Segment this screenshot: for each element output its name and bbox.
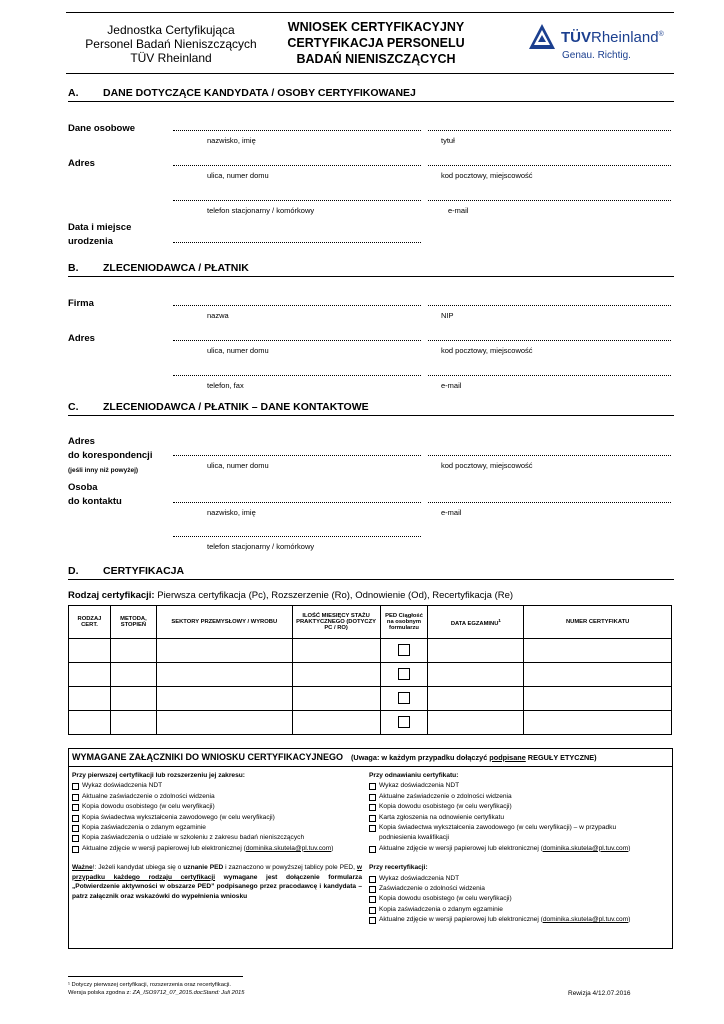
issuer-line-1: Jednostka Certyfikująca [107, 23, 235, 37]
footnote: ¹ Dotyczy pierwszej certyfikacji, rozszerzenia oraz recertyfikacji. Wersja polska zgodna z: ZA_ISO9712_07_2015.docStand: Juli 2015 [68, 982, 245, 996]
title-sublabel: tytuł [441, 136, 455, 145]
payer-email-sublabel: e-mail [441, 381, 462, 390]
col-exam-date: DATA EGZAMINU$^1$ [428, 606, 524, 639]
list-item[interactable]: Wykaz doświadczenia NDT [369, 874, 669, 884]
contact-phone-sublabel: telefon stacjonarny / komórkowy [207, 542, 315, 551]
list-item[interactable]: Aktualne zaświadczenie o zdolności widzenia [369, 792, 669, 802]
table-row [69, 663, 672, 687]
attachments-heading: WYMAGANE ZAŁĄCZNIKI DO WNIOSKU CERTYFIKACYJNEGO (Uwaga: w każdym przypadku dołączyć podpisane REGUŁY ETYCZNE) [69, 749, 672, 767]
street-field[interactable] [173, 165, 421, 166]
birth-field[interactable] [173, 242, 421, 243]
payer-phone-sublabel: telefon, fax [207, 381, 244, 390]
table-row [69, 711, 672, 735]
list-item[interactable]: Aktualne zdjęcie w wersji papierowej lub elektronicznej (dominika.skutela@pl.tuv.com) [369, 915, 669, 925]
renewal-list: Przy odnawianiu certyfikatu: Wykaz doświadczenia NDT Aktualne zaświadczenie o zdolności widzenia Kopia dowodu osobistego (w celu weryfikacji) Karta zgłoszenia na odnowienie certyfikatu Kopia świadectwa wykształcenia zawodowego (w celu weryfikacji) – w przypadku podniesienia kwalifikacji Aktualne zdjęcie w wersji papierowej lub elektronicznej (dominika.skutela@pl.tuv.com) Przy recertyfikacji: Wykaz doświadczenia NDT Zaświadczenie o zdolności widzenia Kopia dowodu osobistego (w celu weryfikacji) Kopia zaświadczenia o zdanym egzaminie Aktualne zdjęcie w wersji papierowej lub elektronicznej (dominika.skutela@pl.tuv.com) [369, 771, 669, 926]
phone-field[interactable] [173, 200, 421, 201]
certification-type-line: Rodzaj certyfikacji: Pierwsza certyfikacja (Pc), Rozszerzenie (Ro), Odnowienie (Od), Recertyfikacja (Re) [68, 590, 514, 601]
col-cert-type: RODZAJ CERT. [69, 606, 111, 639]
list-item[interactable]: Wykaz doświadczenia NDT [72, 781, 364, 791]
col-sectors: SEKTORY PRZEMYSŁOWY / WYROBU [156, 606, 292, 639]
col-method-level: METODA, STOPIEŃ [110, 606, 156, 639]
list-item[interactable]: Kopia zaświadczenia o zdanym egzaminie [72, 823, 364, 833]
table-row [69, 639, 672, 663]
ped-checkbox[interactable] [398, 716, 410, 728]
contact-email-sublabel: e-mail [441, 508, 462, 517]
tuv-logo [528, 23, 668, 67]
list-item[interactable]: Kopia świadectwa wykształcenia zawodowego (w celu weryfikacji) – w przypadku [369, 823, 669, 833]
email-link[interactable]: dominika.skutela@pl.tuv.com [245, 844, 332, 852]
list-item[interactable]: Kopia zaświadczenia o udziale w szkoleniu z zakresu badań nieniszczących [72, 833, 364, 843]
corr-postal-field[interactable] [428, 455, 671, 456]
section-c-heading: C. ZLECENIODAWCA / PŁATNIK – DANE KONTAKTOWE [68, 401, 674, 416]
name-sublabel: nazwisko, imię [207, 136, 256, 145]
email-sublabel: e-mail [448, 206, 469, 215]
attachments-box [68, 748, 673, 949]
list-item[interactable]: Aktualne zaświadczenie o zdolności widzenia [72, 792, 364, 802]
payer-phone-field[interactable] [173, 375, 421, 376]
contact-person-label: Osoba do kontaktu [68, 482, 122, 507]
corr-street-sublabel: ulica, numer domu [207, 461, 269, 470]
ped-checkbox[interactable] [398, 668, 410, 680]
ped-warning: Ważne!: Jeżeli kandydat ubiega się o uznanie PED i zaznaczono w powyższej tablicy pole PED, w przypadku każdego rodzaju certyfikacji wymagane jest dołączenie formularza „Potwierdzenie aktywności w obszarze PED” podpisanego przez pracodawcę i kandydata – patrz załącznik oraz wskazówki do wypełnienia wniosku [72, 864, 363, 901]
contact-name-sublabel: nazwisko, imię [207, 508, 256, 517]
email-link[interactable]: dominika.skutela@pl.tuv.com [542, 916, 629, 924]
contact-phone-field[interactable] [173, 536, 421, 537]
company-name-field[interactable] [173, 305, 421, 306]
logo-wordmark: TÜVRheinland® [561, 29, 664, 46]
list-item[interactable]: Kopia dowodu osobistego (w celu weryfikacji) [72, 802, 364, 812]
section-d-heading: D. CERTYFIKACJA [68, 565, 674, 580]
email-field[interactable] [428, 200, 671, 201]
revision-label: Rewizja 4/12.07.2016 [568, 990, 631, 997]
company-label: Firma [68, 298, 94, 309]
ped-checkbox[interactable] [398, 644, 410, 656]
payer-postal-sublabel: kod pocztowy, miejscowość [441, 346, 533, 355]
document-title [266, 19, 486, 67]
col-cert-number: NUMER CERTYFIKATU [524, 606, 672, 639]
corr-street-field[interactable] [173, 455, 421, 456]
email-link[interactable]: dominika.skutela@pl.tuv.com [542, 844, 629, 852]
postal-field[interactable] [428, 165, 671, 166]
list-item[interactable]: Aktualne zdjęcie w wersji papierowej lub elektronicznej (dominika.skutela@pl.tuv.com) [369, 844, 669, 854]
section-b-heading: B. ZLECENIODAWCA / PŁATNIK [68, 262, 674, 277]
ped-checkbox[interactable] [398, 692, 410, 704]
first-certification-list: Przy pierwszej certyfikacji lub rozszerzeniu jej zakresu: Wykaz doświadczenia NDT Aktualne zaświadczenie o zdolności widzenia Kopia dowodu osobistego (w celu weryfikacji) Kopia świadectwa wykształcenia zawodowego (w celu weryfikacji) Kopia zaświadczenia o zdanym egzaminie Kopia zaświadczenia o udziale w szkoleniu z zakresu badań nieniszczących Aktualne zdjęcie w wersji papierowej lub elektronicznej (dominika.skutela@pl.tuv.com) Ważne!: Jeżeli kandydat ubiega się o uznanie PED i zaznaczono w powyższej tablicy pole PED, w przypadku każdego rodzaju certyfikacji wymagane jest dołączenie formularza „Potwierdzenie aktywności w obszarze PED” podpisanego przez pracodawcę i kandydata – patrz załącznik oraz wskazówki do wypełnienia wniosku [72, 772, 363, 901]
title-line-2: CERTYFIKACJA PERSONELU [287, 36, 465, 50]
birth-label: Data i miejsce urodzenia [68, 222, 132, 247]
table-row [69, 687, 672, 711]
section-a-heading: A. DANE DOTYCZĄCE KANDYDATA / OSOBY CERTYFIKOWANEJ [68, 87, 674, 102]
list-item-continuation: podniesienia kwalifikacji [379, 834, 450, 842]
list-item[interactable]: Aktualne zdjęcie w wersji papierowej lub elektronicznej (dominika.skutela@pl.tuv.com) [72, 844, 364, 854]
logo-tagline: Genau. Richtig. [562, 50, 631, 61]
col-ped: PED Ciągłość na osobnym formularzu [380, 606, 428, 639]
payer-street-sublabel: ulica, numer domu [207, 346, 269, 355]
issuer-line-2: Personel Badań Nieniszczących [85, 37, 257, 51]
table-header-row [69, 606, 672, 639]
list-item[interactable]: Kopia świadectwa wykształcenia zawodowego (w celu weryfikacji) [72, 813, 364, 823]
title-line-3: BADAŃ NIENISZCZĄCYCH [296, 52, 456, 66]
nip-field[interactable] [428, 305, 671, 306]
list-item[interactable]: Wykaz doświadczenia NDT [369, 781, 669, 791]
tuv-triangle-icon [528, 23, 556, 51]
postal-sublabel: kod pocztowy, miejscowość [441, 171, 533, 180]
list-item[interactable]: Karta zgłoszenia na odnowienie certyfikatu [369, 813, 669, 823]
correspondence-label: Adres do korespondencji (jeśli inny niż powyżej) [68, 436, 153, 474]
certification-table [68, 605, 672, 735]
contact-email-field[interactable] [428, 502, 671, 503]
document-header [66, 12, 674, 74]
col-experience-months: ILOŚĆ MIESIĘCY STAŻU PRAKTYCZNEGO (DOTYCZY PC / RO) [292, 606, 380, 639]
corr-postal-sublabel: kod pocztowy, miejscowość [441, 461, 533, 470]
payer-address-label: Adres [68, 333, 95, 344]
list-item[interactable]: Zaświadczenie o zdolności widzenia [369, 884, 669, 894]
issuer-block [66, 23, 276, 65]
phone-sublabel: telefon stacjonarny / komórkowy [207, 206, 315, 215]
address-label: Adres [68, 158, 95, 169]
payer-street-field[interactable] [173, 340, 421, 341]
list-item[interactable]: Kopia dowodu osobistego (w celu weryfikacji) [369, 802, 669, 812]
footnote-divider [68, 976, 243, 977]
payer-email-field[interactable] [428, 375, 671, 376]
nip-sublabel: NIP [441, 311, 454, 320]
contact-name-field[interactable] [173, 502, 421, 503]
personal-data-label: Dane osobowe [68, 123, 136, 134]
company-name-sublabel: nazwa [207, 311, 229, 320]
title-field[interactable] [428, 130, 671, 131]
street-sublabel: ulica, numer domu [207, 171, 269, 180]
payer-postal-field[interactable] [428, 340, 671, 341]
list-item[interactable]: Kopia zaświadczenia o zdanym egzaminie [369, 905, 669, 915]
title-line-1: WNIOSEK CERTYFIKACYJNY [287, 20, 465, 34]
name-field[interactable] [173, 130, 421, 131]
list-item[interactable]: Kopia dowodu osobistego (w celu weryfikacji) [369, 894, 669, 904]
issuer-line-3: TÜV Rheinland [130, 51, 212, 65]
